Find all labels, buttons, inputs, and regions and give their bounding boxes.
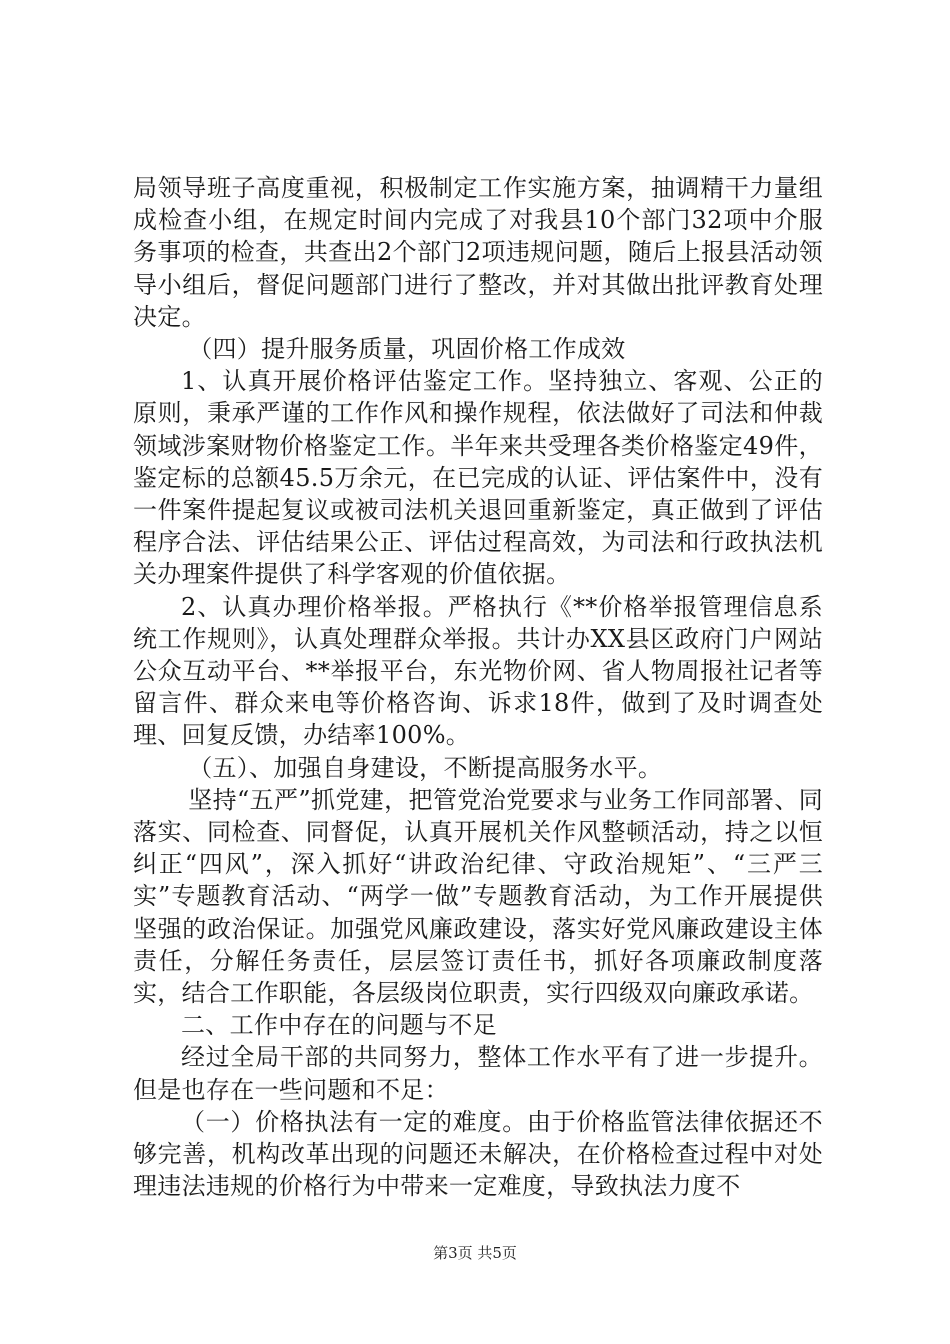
section-heading-problems: 二、工作中存在的问题与不足 — [181, 1011, 497, 1040]
paragraph-enforcement-difficulty: （一）价格执法有一定的难度。由于价格监管法律依据还不够完善，机构改革出现的问题还未解决，在价格检查过程中对处理违法违规的价格行为中带来一定难度，导致执法力度不 — [133, 1107, 823, 1201]
paragraph-party-building: 坚持“五严”抓党建，把管党治党要求与业务工作同部署、同落实、同检查、同督促，认真开展机关作风整顿活动，持之以恒纠正“四风”，深入抓好“讲政治纪律、守政治规矩”、“三严三实”专题教育活动、“两学一做”专题教育活动，为工作开展提供坚强的政治保证。加强党风廉政建设，落实好党风廉政建设主体责任，分解任务责任，层层签订责任书，抓好各项廉政制度落实，结合工作职能，各层级岗位职责，实行四级双向廉政承诺。 — [133, 785, 823, 1008]
page-footer: 第3页 共5页 — [433, 1244, 517, 1262]
document-body — [133, 172, 823, 1203]
section-heading-4: （四）提升服务质量，巩固价格工作成效 — [188, 335, 626, 364]
paragraph-inspection-summary: 局领导班子高度重视，积极制定工作实施方案，抽调精干力量组成检查小组，在规定时间内完成了对我县10个部门32项中介服务事项的检查，共查出2个部门2项违规问题，随后上报县活动领导小组后，督促问题部门进行了整改，并对其做出批评教育处理决定。 — [133, 174, 823, 331]
paragraph-problems-intro: 经过全局干部的共同努力，整体工作水平有了进一步提升。但是也存在一些问题和不足： — [133, 1043, 823, 1104]
paragraph-price-appraisal: 1、认真开展价格评估鉴定工作。坚持独立、客观、公正的原则，秉承严谨的工作作风和操作规程，依法做好了司法和仲裁领域涉案财物价格鉴定工作。半年来共受理各类价格鉴定49件，鉴定标的总额45.5万余元，在已完成的认证、评估案件中，没有一件案件提起复议或被司法机关退回重新鉴定，真正做到了评估程序合法、评估结果公正、评估过程高效，为司法和行政执法机关办理案件提供了科学客观的价值依据。 — [133, 367, 823, 589]
paragraph-price-report: 2、认真办理价格举报。严格执行《**价格举报管理信息系统工作规则》，认真处理群众举报。共计办XX县区政府门户网站公众互动平台、**举报平台，东光物价网、省人物周报社记者等留言件、群众来电等价格咨询、诉求18件，做到了及时调查处理、回复反馈，办结率100%。 — [133, 592, 823, 750]
section-heading-5: （五）、加强自身建设，不断提高服务水平。 — [188, 753, 663, 782]
